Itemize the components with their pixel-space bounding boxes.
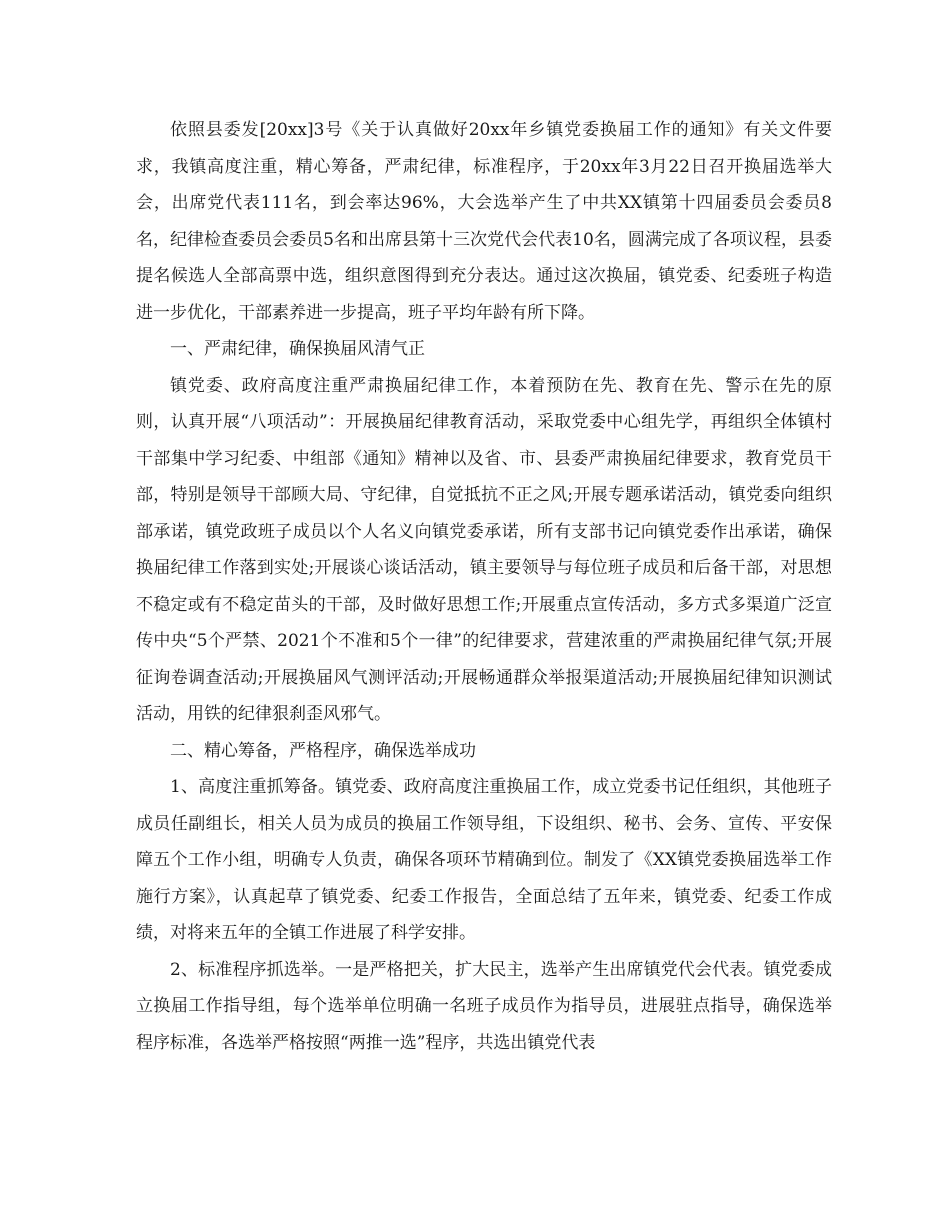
section-heading-2: 二、精心筹备，严格程序，确保选举成功 bbox=[170, 740, 476, 761]
paragraph-preparation: 1、高度注重抓筹备。镇党委、政府高度注重换届工作，成立党委书记任组织，其他班子成员任副组长，相关人员为成员的换届工作领导组，下设组织、秘书、会务、宣传、平安保障五个工作小组，明确专人负责，确保各项环节精确到位。制发了《XX镇党委换届选举工作施行方案》，认真起草了镇党委、纪委工作报告，全面总结了五年来，镇党委、纪委工作成绩，对将来五年的全镇工作进展了科学安排。 bbox=[136, 777, 832, 943]
paragraph-intro: 依照县委发[20xx]3号《关于认真做好20xx年乡镇党委换届工作的通知》有关文件要求，我镇高度注重，精心筹备，严肃纪律，标准程序，于20xx年3月22日召开换届选举大会，出席党代表111名，到会率达96%，大会选举产生了中共XX镇第十四届委员会委员8名，纪律检查委员会委员5名和出席县第十三次党代会代表10名，圆满完成了各项议程，县委提名候选人全部高票中选，组织意图得到充分表达。通过这次换届，镇党委、纪委班子构造进一步优化，干部素养进一步提高，班子平均年龄有所下降。 bbox=[136, 120, 832, 323]
section-heading-1: 一、严肃纪律，确保换届风清气正 bbox=[170, 339, 425, 359]
document-body bbox=[136, 112, 832, 1061]
paragraph-election-procedure: 2、标准程序抓选举。一是严格把关，扩大民主，选举产生出席镇党代会代表。镇党委成立换届工作指导组，每个选举单位明确一名班子成员作为指导员，进展驻点指导，确保选举程序标准，各选举严格按照“两推一选”程序，共选出镇党代表 bbox=[136, 959, 832, 1053]
paragraph-discipline: 镇党委、政府高度注重严肃换届纪律工作，本着预防在先、教育在先、警示在先的原则，认真开展“八项活动”：开展换届纪律教育活动，采取党委中心组先学，再组织全体镇村干部集中学习纪委、中组部《通知》精神以及省、市、县委严肃换届纪律要求，教育党员干部，特别是领导干部顾大局、守纪律，自觉抵抗不正之风;开展专题承诺活动，镇党委向组织部承诺，镇党政班子成员以个人名义向镇党委承诺，所有支部书记向镇党委作出承诺，确保换届纪律工作落到实处;开展谈心谈话活动，镇主要领导与每位班子成员和后备干部，对思想不稳定或有不稳定苗头的干部，及时做好思想工作;开展重点宣传活动，多方式多渠道广泛宣传中央“5个严禁、2021个不准和5个一律”的纪律要求，营建浓重的严肃换届纪律气氛;开展征询卷调查活动;开展换届风气测评活动;开展畅通群众举报渠道活动;开展换届纪律知识测试活动，用铁的纪律狠刹歪风邪气。 bbox=[136, 375, 832, 724]
